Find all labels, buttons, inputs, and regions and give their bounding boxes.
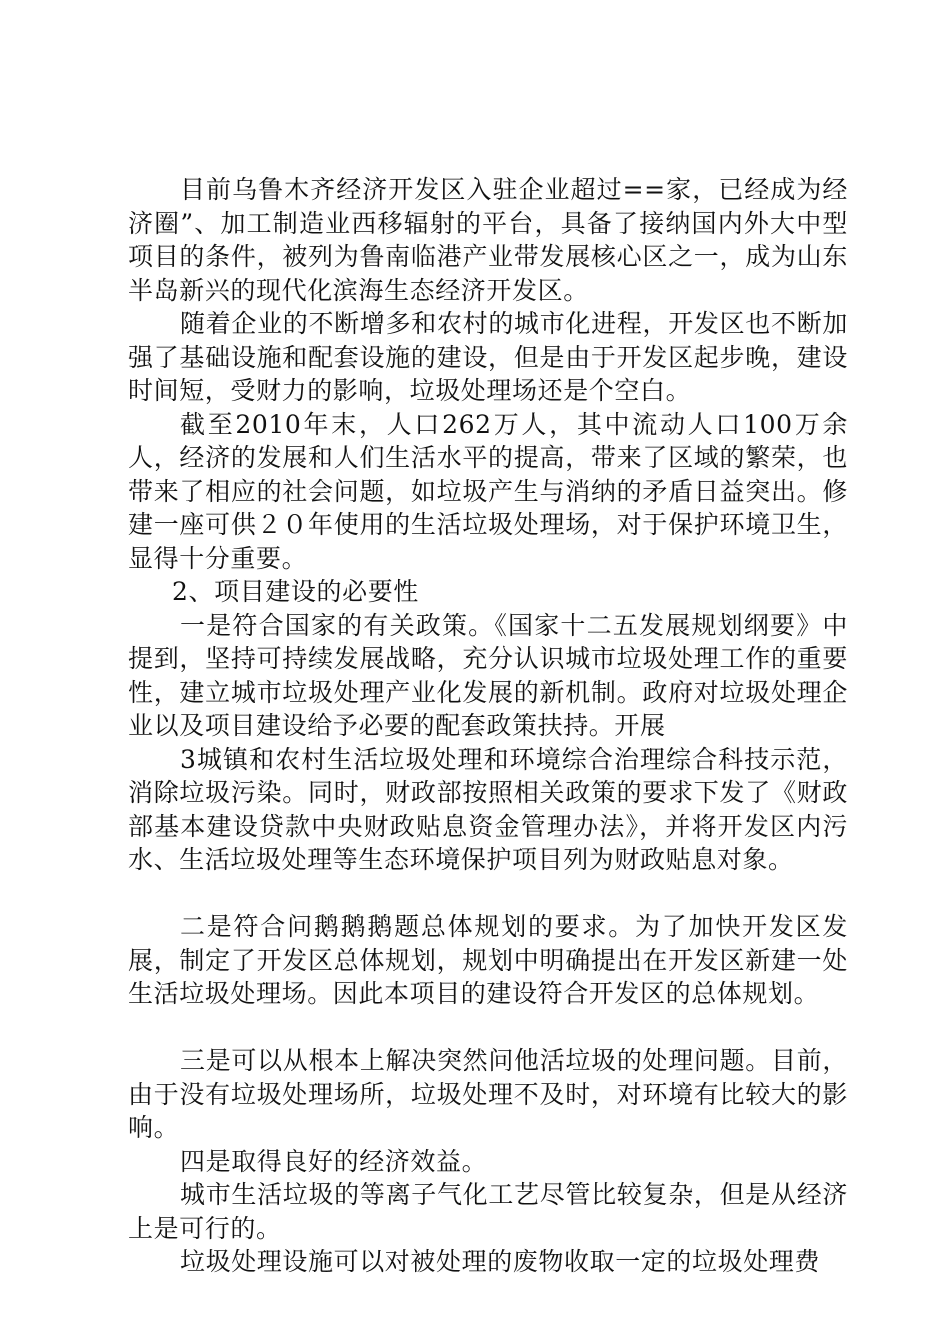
paragraph-garbage-problem: 三是可以从根本上解决突然问他活垃圾的处理问题。目前，由于没有垃圾处理场所，垃圾处理不及时，对环境有比较大的影响。 — [128, 1046, 848, 1142]
paragraph-2: 随着企业的不断增多和农村的城市化进程，开发区也不断加强了基础设施和配套设施的建设，但是由于开发区起步晚，建设时间短，受财力的影响，垃圾处理场还是个空白。 — [128, 309, 848, 405]
paragraph-economic-benefit: 四是取得良好的经济效益。 — [180, 1146, 488, 1176]
paragraph-planning: 二是符合问鹅鹅鹅题总体规划的要求。为了加快开发区发展，制定了开发区总体规划，规划中明确提出在开发区新建一处生活垃圾处理场。因此本项目的建设符合开发区的总体规划。 — [128, 912, 848, 1008]
paragraph-fees: 垃圾处理设施可以对被处理的废物收取一定的垃圾处理费 — [180, 1247, 821, 1276]
paragraph-1: 目前乌鲁木齐经济开发区入驻企业超过==家，已经成为经济圈”、加工制造业西移辐射的平台，具备了接纳国内外大中型项目的条件，被列为鲁南临港产业带发展核心区之一，成为山东半岛新兴的现代化滨海生态经济开发区。 — [128, 175, 848, 305]
paragraph-3: 截至2010年末，人口262万人，其中流动人口100万余人，经济的发展和人们生活水平的提高，带来了区域的繁荣，也带来了相应的社会问题，如垃圾产生与消纳的矛盾日益突出。修建一座可供２０年使用的生活垃圾处理场，对于保护环境卫生，显得十分重要。 — [128, 409, 848, 573]
paragraph-policy-cont: 3城镇和农村生活垃圾处理和环境综合治理综合科技示范，消除垃圾污染。同时，财政部按照相关政策的要求下发了《财政部基本建设贷款中央财政贴息资金管理办法》，并将开发区内污水、生活垃圾处理等生态环境保护项目列为财政贴息对象。 — [128, 744, 848, 874]
paragraph-policy: 一是符合国家的有关政策。《国家十二五发展规划纲要》中提到，坚持可持续发展战略，充分认识城市垃圾处理工作的重要性，建立城市垃圾处理产业化发展的新机制。政府对垃圾处理企业以及项目建设给予必要的配套政策扶持。开展 — [128, 610, 848, 740]
section-heading: 2、项目建设的必要性 — [172, 577, 419, 606]
paragraph-plasma-gasification: 城市生活垃圾的等离子气化工艺尽管比较复杂，但是从经济上是可行的。 — [128, 1180, 848, 1243]
document-body — [128, 173, 848, 1279]
